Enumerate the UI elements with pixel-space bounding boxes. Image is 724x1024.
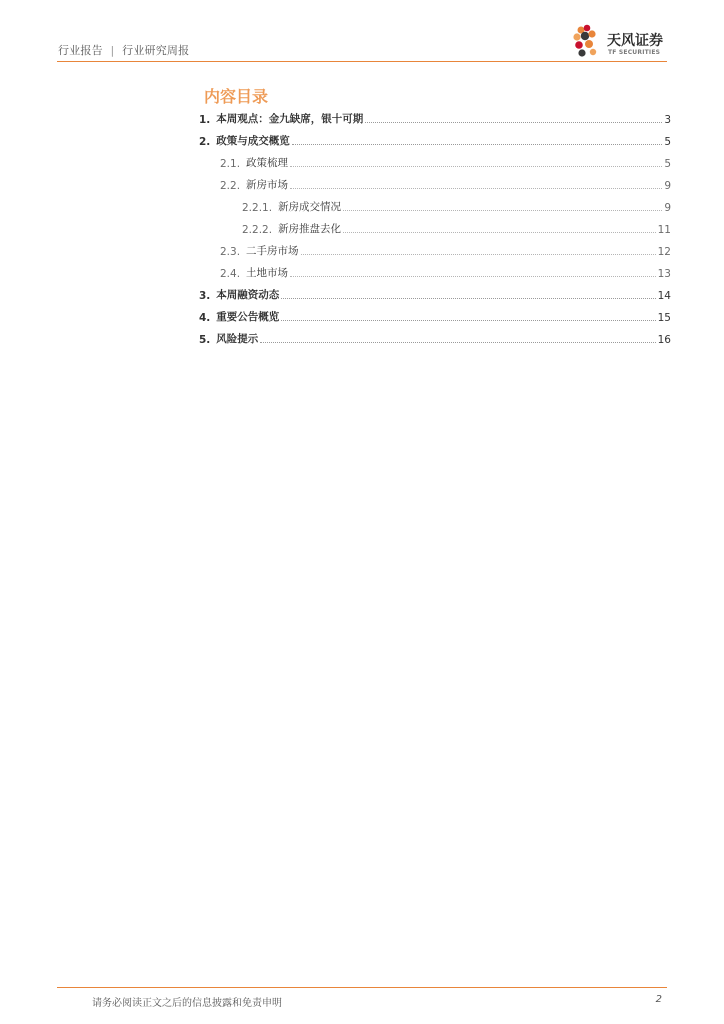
company-logo [570, 24, 670, 60]
toc-entry[interactable] [242, 200, 671, 214]
toc-entry-number: 5. [199, 334, 211, 346]
report-category [58, 42, 189, 58]
toc-title: 内容目录 [204, 87, 269, 106]
toc-entry-page: 5 [664, 158, 671, 170]
toc-entry-label: 重要公告概览 [216, 311, 280, 323]
toc-entry-page: 3 [664, 114, 671, 126]
toc-dot-leader [343, 210, 662, 211]
toc-entry-label: 新房市场 [246, 179, 289, 191]
toc-entry-label: 土地市场 [246, 267, 289, 279]
logo-name-cn: 天风证券 [607, 33, 663, 49]
toc-entry-label: 政策梳理 [246, 157, 289, 169]
toc-dot-leader [260, 342, 655, 343]
report-type: 行业报告 [58, 44, 103, 57]
toc-entry[interactable] [242, 222, 671, 236]
toc-entry[interactable] [220, 266, 671, 280]
logo-name-en: TF SECURITIES [608, 49, 661, 56]
toc-entry-page: 9 [664, 202, 671, 214]
toc-dot-leader [343, 232, 656, 233]
header-divider [57, 61, 667, 62]
toc-entry[interactable] [199, 288, 671, 302]
toc-entry-page: 11 [657, 224, 671, 236]
toc-entry[interactable] [199, 112, 671, 126]
toc-dot-leader [290, 276, 656, 277]
toc-entry-number: 1. [199, 114, 211, 126]
toc-dot-leader [301, 254, 656, 255]
toc-entry-label: 二手房市场 [246, 245, 299, 257]
toc-entry[interactable] [199, 332, 671, 346]
toc-entry-page: 12 [657, 246, 671, 258]
toc-entry-page: 16 [657, 334, 671, 346]
toc-entry-page: 13 [657, 268, 671, 280]
toc-entry-label: 新房推盘去化 [278, 223, 342, 235]
footer-divider [57, 987, 667, 988]
toc-entry[interactable] [199, 134, 671, 148]
flower-logo-icon [570, 24, 606, 60]
toc-entry-number: 2.2.2. [242, 224, 273, 236]
toc-entry[interactable] [220, 244, 671, 258]
toc-entry-page: 5 [664, 136, 671, 148]
disclaimer-text: 请务必阅读正文之后的信息披露和免责申明 [92, 998, 282, 1009]
toc-entry-number: 2. [199, 136, 211, 148]
toc-entry-label: 本周融资动态 [216, 289, 280, 301]
toc-dot-leader [281, 298, 655, 299]
toc-entry-number: 2.2. [220, 180, 241, 192]
toc-dot-leader [290, 188, 662, 189]
header-separator: | [110, 44, 115, 57]
toc-dot-leader [365, 122, 662, 123]
report-subtype: 行业研究周报 [122, 44, 190, 57]
toc-entry-label: 本周观点：金九缺席，银十可期 [216, 113, 364, 125]
toc-entry-label: 风险提示 [216, 333, 259, 345]
toc-entry-number: 3. [199, 290, 211, 302]
toc-entry-label: 政策与成交概览 [216, 135, 290, 147]
toc-entry-page: 14 [657, 290, 671, 302]
toc-dot-leader [292, 144, 663, 145]
toc-entry-number: 4. [199, 312, 211, 324]
toc-dot-leader [281, 320, 655, 321]
toc-dot-leader [290, 166, 662, 167]
toc-entry-number: 2.2.1. [242, 202, 273, 214]
toc-entry[interactable] [220, 178, 671, 192]
toc-entry-number: 2.3. [220, 246, 241, 258]
toc-entry[interactable] [199, 310, 671, 324]
toc-entry-number: 2.1. [220, 158, 241, 170]
page-number: 2 [655, 994, 662, 1005]
toc-entry-page: 9 [664, 180, 671, 192]
toc-entry-page: 15 [657, 312, 671, 324]
toc-entry-number: 2.4. [220, 268, 241, 280]
toc-entry-label: 新房成交情况 [278, 201, 342, 213]
toc-entry[interactable] [220, 156, 671, 170]
